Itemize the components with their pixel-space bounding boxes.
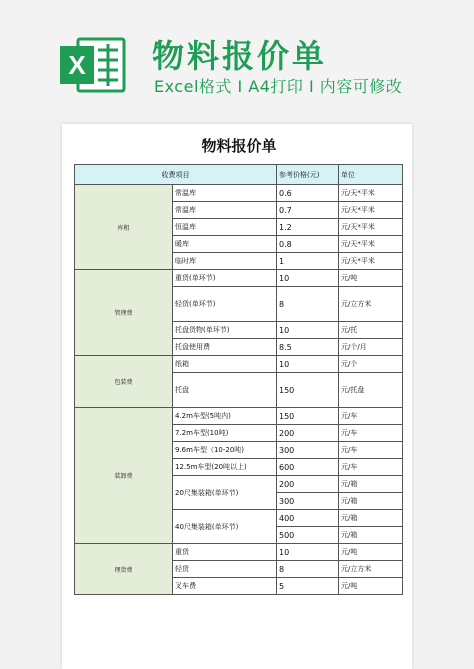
price-cell: 10 xyxy=(277,544,339,561)
price-table xyxy=(74,164,403,595)
unit-cell: 元/车 xyxy=(339,459,403,476)
item-cell: 40尺集装箱(单环节) xyxy=(173,510,277,544)
price-cell: 10 xyxy=(277,322,339,339)
unit-cell: 元/箱 xyxy=(339,510,403,527)
price-cell: 5 xyxy=(277,578,339,595)
unit-cell: 元/托 xyxy=(339,322,403,339)
unit-cell: 元/箱 xyxy=(339,476,403,493)
unit-cell: 元/吨 xyxy=(339,270,403,287)
logo-letter: X xyxy=(68,50,86,80)
price-cell: 8.5 xyxy=(277,339,339,356)
banner-subtitle: Excel格式 I A4打印 I 内容可修改 xyxy=(154,77,403,96)
unit-cell: 元/天*平米 xyxy=(339,202,403,219)
banner xyxy=(0,0,474,118)
unit-cell: 元/车 xyxy=(339,425,403,442)
category-cell: 库租 xyxy=(75,185,173,270)
item-cell: 重货 xyxy=(173,544,277,561)
price-cell: 600 xyxy=(277,459,339,476)
table-row xyxy=(75,356,403,373)
unit-cell: 元/托盘 xyxy=(339,373,403,408)
item-cell: 临时库 xyxy=(173,253,277,270)
sheet-title: 物料报价单 xyxy=(201,137,277,155)
price-cell: 200 xyxy=(277,476,339,493)
header-price: 参考价格(元) xyxy=(277,165,339,185)
item-cell: 9.6m车型（10-20吨) xyxy=(173,442,277,459)
excel-logo-icon xyxy=(58,36,128,94)
category-cell: 管理费 xyxy=(75,270,173,356)
price-cell: 1 xyxy=(277,253,339,270)
unit-cell: 元/车 xyxy=(339,442,403,459)
unit-cell: 元/天*平米 xyxy=(339,253,403,270)
unit-cell: 元/个 xyxy=(339,356,403,373)
item-cell: 轻货 xyxy=(173,561,277,578)
item-cell: 恒温库 xyxy=(173,219,277,236)
item-cell: 叉车费 xyxy=(173,578,277,595)
header-unit: 单位 xyxy=(339,165,403,185)
category-cell: 理货费 xyxy=(75,544,173,595)
item-cell: 托盘使用费 xyxy=(173,339,277,356)
unit-cell: 元/吨 xyxy=(339,544,403,561)
price-cell: 300 xyxy=(277,493,339,510)
unit-cell: 元/个/月 xyxy=(339,339,403,356)
price-cell: 0.8 xyxy=(277,236,339,253)
price-cell: 8 xyxy=(277,287,339,322)
price-cell: 10 xyxy=(277,356,339,373)
category-cell: 包装费 xyxy=(75,356,173,408)
item-cell: 常温库 xyxy=(173,185,277,202)
unit-cell: 元/车 xyxy=(339,408,403,425)
unit-cell: 元/立方米 xyxy=(339,287,403,322)
price-cell: 300 xyxy=(277,442,339,459)
item-cell: 托盘货物(单环节) xyxy=(173,322,277,339)
price-cell: 0.6 xyxy=(277,185,339,202)
item-cell: 12.5m车型(20吨以上) xyxy=(173,459,277,476)
unit-cell: 元/箱 xyxy=(339,527,403,544)
price-cell: 150 xyxy=(277,373,339,408)
price-cell: 0.7 xyxy=(277,202,339,219)
price-cell: 200 xyxy=(277,425,339,442)
header-row xyxy=(75,165,403,185)
item-cell: 20尺集装箱(单环节) xyxy=(173,476,277,510)
item-cell: 4.2m车型(5吨内) xyxy=(173,408,277,425)
price-cell: 400 xyxy=(277,510,339,527)
item-cell: 托盘 xyxy=(173,373,277,408)
table-body xyxy=(75,185,403,595)
header-item: 收费项目 xyxy=(75,165,277,185)
category-cell: 装卸费 xyxy=(75,408,173,544)
price-cell: 500 xyxy=(277,527,339,544)
unit-cell: 元/天*平米 xyxy=(339,219,403,236)
unit-cell: 元/立方米 xyxy=(339,561,403,578)
table-row xyxy=(75,408,403,425)
item-cell: 7.2m车型(10吨) xyxy=(173,425,277,442)
item-cell: 暖库 xyxy=(173,236,277,253)
banner-title: 物料报价单 xyxy=(152,37,328,75)
price-cell: 1.2 xyxy=(277,219,339,236)
price-cell: 150 xyxy=(277,408,339,425)
table-row xyxy=(75,544,403,561)
unit-cell: 元/吨 xyxy=(339,578,403,595)
table-row xyxy=(75,185,403,202)
table-row xyxy=(75,270,403,287)
item-cell: 纸箱 xyxy=(173,356,277,373)
price-cell: 10 xyxy=(277,270,339,287)
unit-cell: 元/天*平米 xyxy=(339,236,403,253)
unit-cell: 元/箱 xyxy=(339,493,403,510)
price-cell: 8 xyxy=(277,561,339,578)
item-cell: 重货(单环节) xyxy=(173,270,277,287)
spreadsheet-page xyxy=(62,124,412,669)
unit-cell: 元/天*平米 xyxy=(339,185,403,202)
item-cell: 轻货(单环节) xyxy=(173,287,277,322)
item-cell: 常温库 xyxy=(173,202,277,219)
